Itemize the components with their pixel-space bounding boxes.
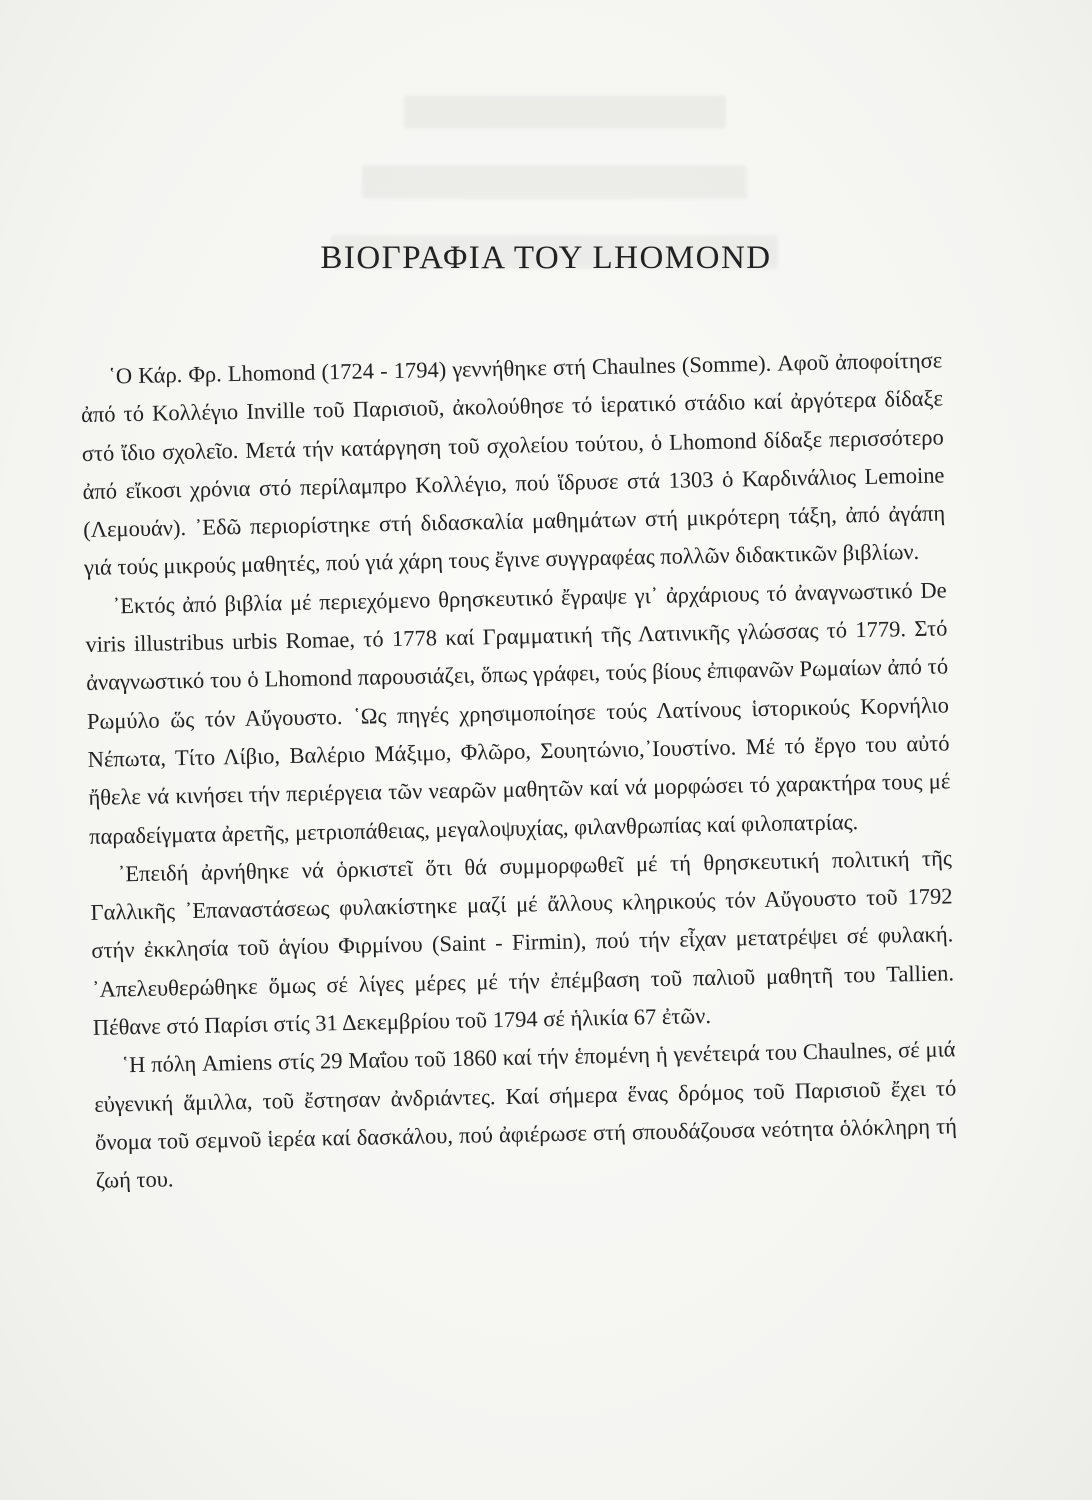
page-title: ΒΙΟΓΡΑΦΙΑ ΤΟΥ LHOMOND	[320, 240, 772, 276]
paragraph-4: ῾Η πόλη Amiens στίς 29 Μαΐου τοῦ 1860 καί τήν ἑπομένη ἡ γενέτειρά του Chaulnes, σέ μιά εὐγενική ἅμιλλα, τοῦ ἔστησαν ἀνδριάντες. Καί σήμερα ἕνας δρόμος τοῦ Παρισιοῦ ἔχει τό ὄνομα τοῦ σεμνοῦ ἱερέα καί δασκάλου, πού ἀφιέρωσε στή σπουδάζουσα νεότητα ὁλόκληρη τή ζωή του.	[94, 1036, 958, 1194]
show-through-shadow	[300, 95, 820, 355]
biography-text	[80, 341, 958, 1200]
paragraph-1: ῾Ο Κάρ. Φρ. Lhomond (1724 - 1794) γεννήθηκε στή Chaulnes (Somme). Αφοῦ ἀποφοίτησε ἀπό τό Κολλέγιο Inville τοῦ Παρισιοῦ, ἀκολούθησε τό ἱερατικό στάδιο καί ἀργότερα δίδαξε στό ἴδιο σχολεῖο. Μετά τήν κατάργηση τοῦ σχολείου τούτου, ὁ Lhomond δίδαξε περισσότερο ἀπό εἴκοσι χρόνια στό περίλαμπρο Κολλέγιο, πού ἵδρυσε στά 1303 ὁ Καρδινάλιος Lemoine (Λεμουάν). ᾿Εδῶ περιορίστηκε στή διδασκαλία μαθημάτων στή μικρότερη τάξη, ἀπό ἀγάπη γιά τούς μικρούς μαθητές, πού γιά χάρη τους ἔγινε συγγραφέας πολλῶν διδακτικῶν βιβλίων.	[80, 347, 946, 581]
paragraph-3: ᾿Επειδή ἀρνήθηκε νά ὁρκιστεῖ ὅτι θά συμμορφωθεῖ μέ τή θρησκευτική πολιτική τῆς Γαλλικῆς ᾿Επαναστάσεως φυλακίστηκε μαζί μέ ἄλλους κληρικούς τόν Αὔγουστο τοῦ 1792 στήν ἐκκλησία τοῦ ἁγίου Φιρμίνου (Saint - Firmin), πού τήν εἶχαν μετατρέψει σέ φυλακή. ᾿Απελευθερώθηκε ὅμως σέ λίγες μέρες μέ τήν ἐπέμβαση τοῦ παλιοῦ μαθητῆ του Tallien. Πέθανε στό Παρίσι στίς 31 Δεκεμβρίου τοῦ 1794 σέ ἡλικία 67 ἐτῶν.	[90, 845, 955, 1040]
paragraph-2: ᾿Εκτός ἀπό βιβλία μέ περιεχόμενο θρησκευτικό ἔγραψε γι᾿ ἀρχάριους τό ἀναγνωστικό De viris illustribus urbis Romae, τό 1778 καί Γραμματική τῆς Λατινικῆς γλώσσας τό 1779. Στό ἀναγνωστικό του ὁ Lhomond παρουσιάζει, ὅπως γράφει, τούς βίους ἐπιφανῶν Ρωμαίων ἀπό τό Ρωμύλο ὥς τόν Αὔγουστο. ῾Ως πηγές χρησιμοποίησε τούς Λατίνους ἱστορικούς Κορνήλιο Νέπωτα, Τίτο Λίβιο, Βαλέριο Μάξιμο, Φλῶρο, Σουητώνιο,᾿Ιουστίνο. Μέ τό ἔργο του αὐτό ἤθελε νά κινήσει τήν περιέργεια τῶν νεαρῶν μαθητῶν καί νά μορφώσει τό χαρακτήρα τους μέ παραδείγματα ἀρετῆς, μετριοπάθειας, μεγαλοψυχίας, φιλανθρωπίας καί φιλοπατρίας.	[85, 577, 951, 849]
